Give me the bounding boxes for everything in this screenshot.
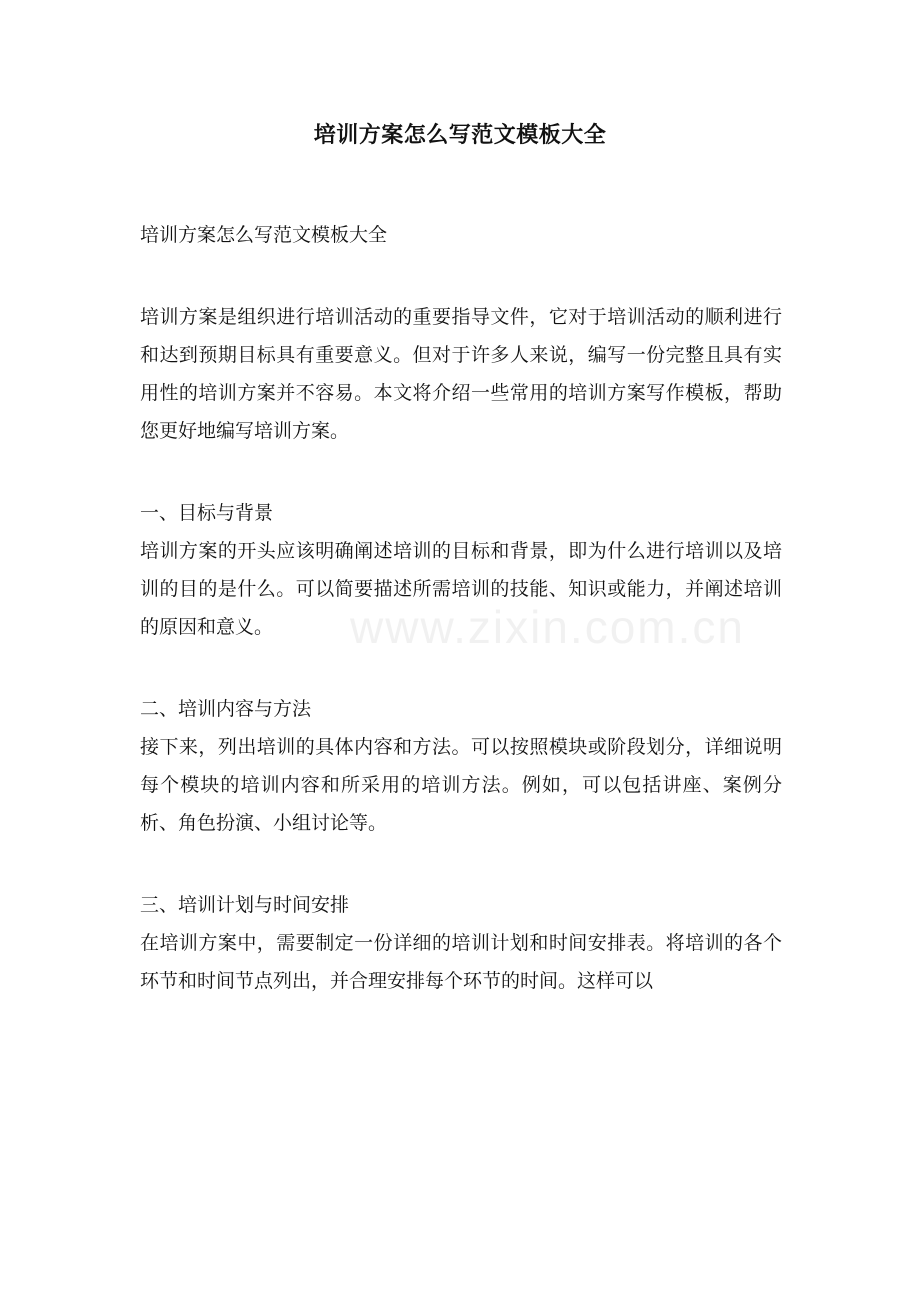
section-content-methods [140,690,782,842]
section-heading: 三、培训计划与时间安排 [140,894,350,916]
watermark: www.zixin.com.cn [350,601,745,653]
document-title: 培训方案怎么写范文模板大全 [313,122,607,148]
section-goals-background [140,494,782,646]
section-paragraph: 接下来，列出培训的具体内容和方法。可以按照模块或阶段划分，详细说明每个模块的培训内容和所采用的培训方法。例如，可以包括讲座、案例分析、角色扮演、小组讨论等。 [140,736,782,834]
section-plan-schedule [140,886,782,1000]
document-subtitle: 培训方案怎么写范文模板大全 [140,224,388,246]
section-paragraph: 在培训方案中，需要制定一份详细的培训计划和时间安排表。将培训的各个环节和时间节点列出，并合理安排每个环节的时间。这样可以 [140,932,782,992]
section-heading: 二、培训内容与方法 [140,698,312,720]
section-paragraph: 培训方案的开头应该明确阐述培训的目标和背景，即为什么进行培训以及培训的目的是什么。可以简要描述所需培训的技能、知识或能力，并阐述培训的原因和意义。 [140,540,782,638]
document-body [140,216,782,1044]
section-heading: 一、目标与背景 [140,502,274,524]
intro-paragraph: 培训方案是组织进行培训活动的重要指导文件，它对于培训活动的顺利进行和达到预期目标具有重要意义。但对于许多人来说，编写一份完整且具有实用性的培训方案并不容易。本文将介绍一些常用的培训方案写作模板，帮助您更好地编写培训方案。 [140,306,782,442]
